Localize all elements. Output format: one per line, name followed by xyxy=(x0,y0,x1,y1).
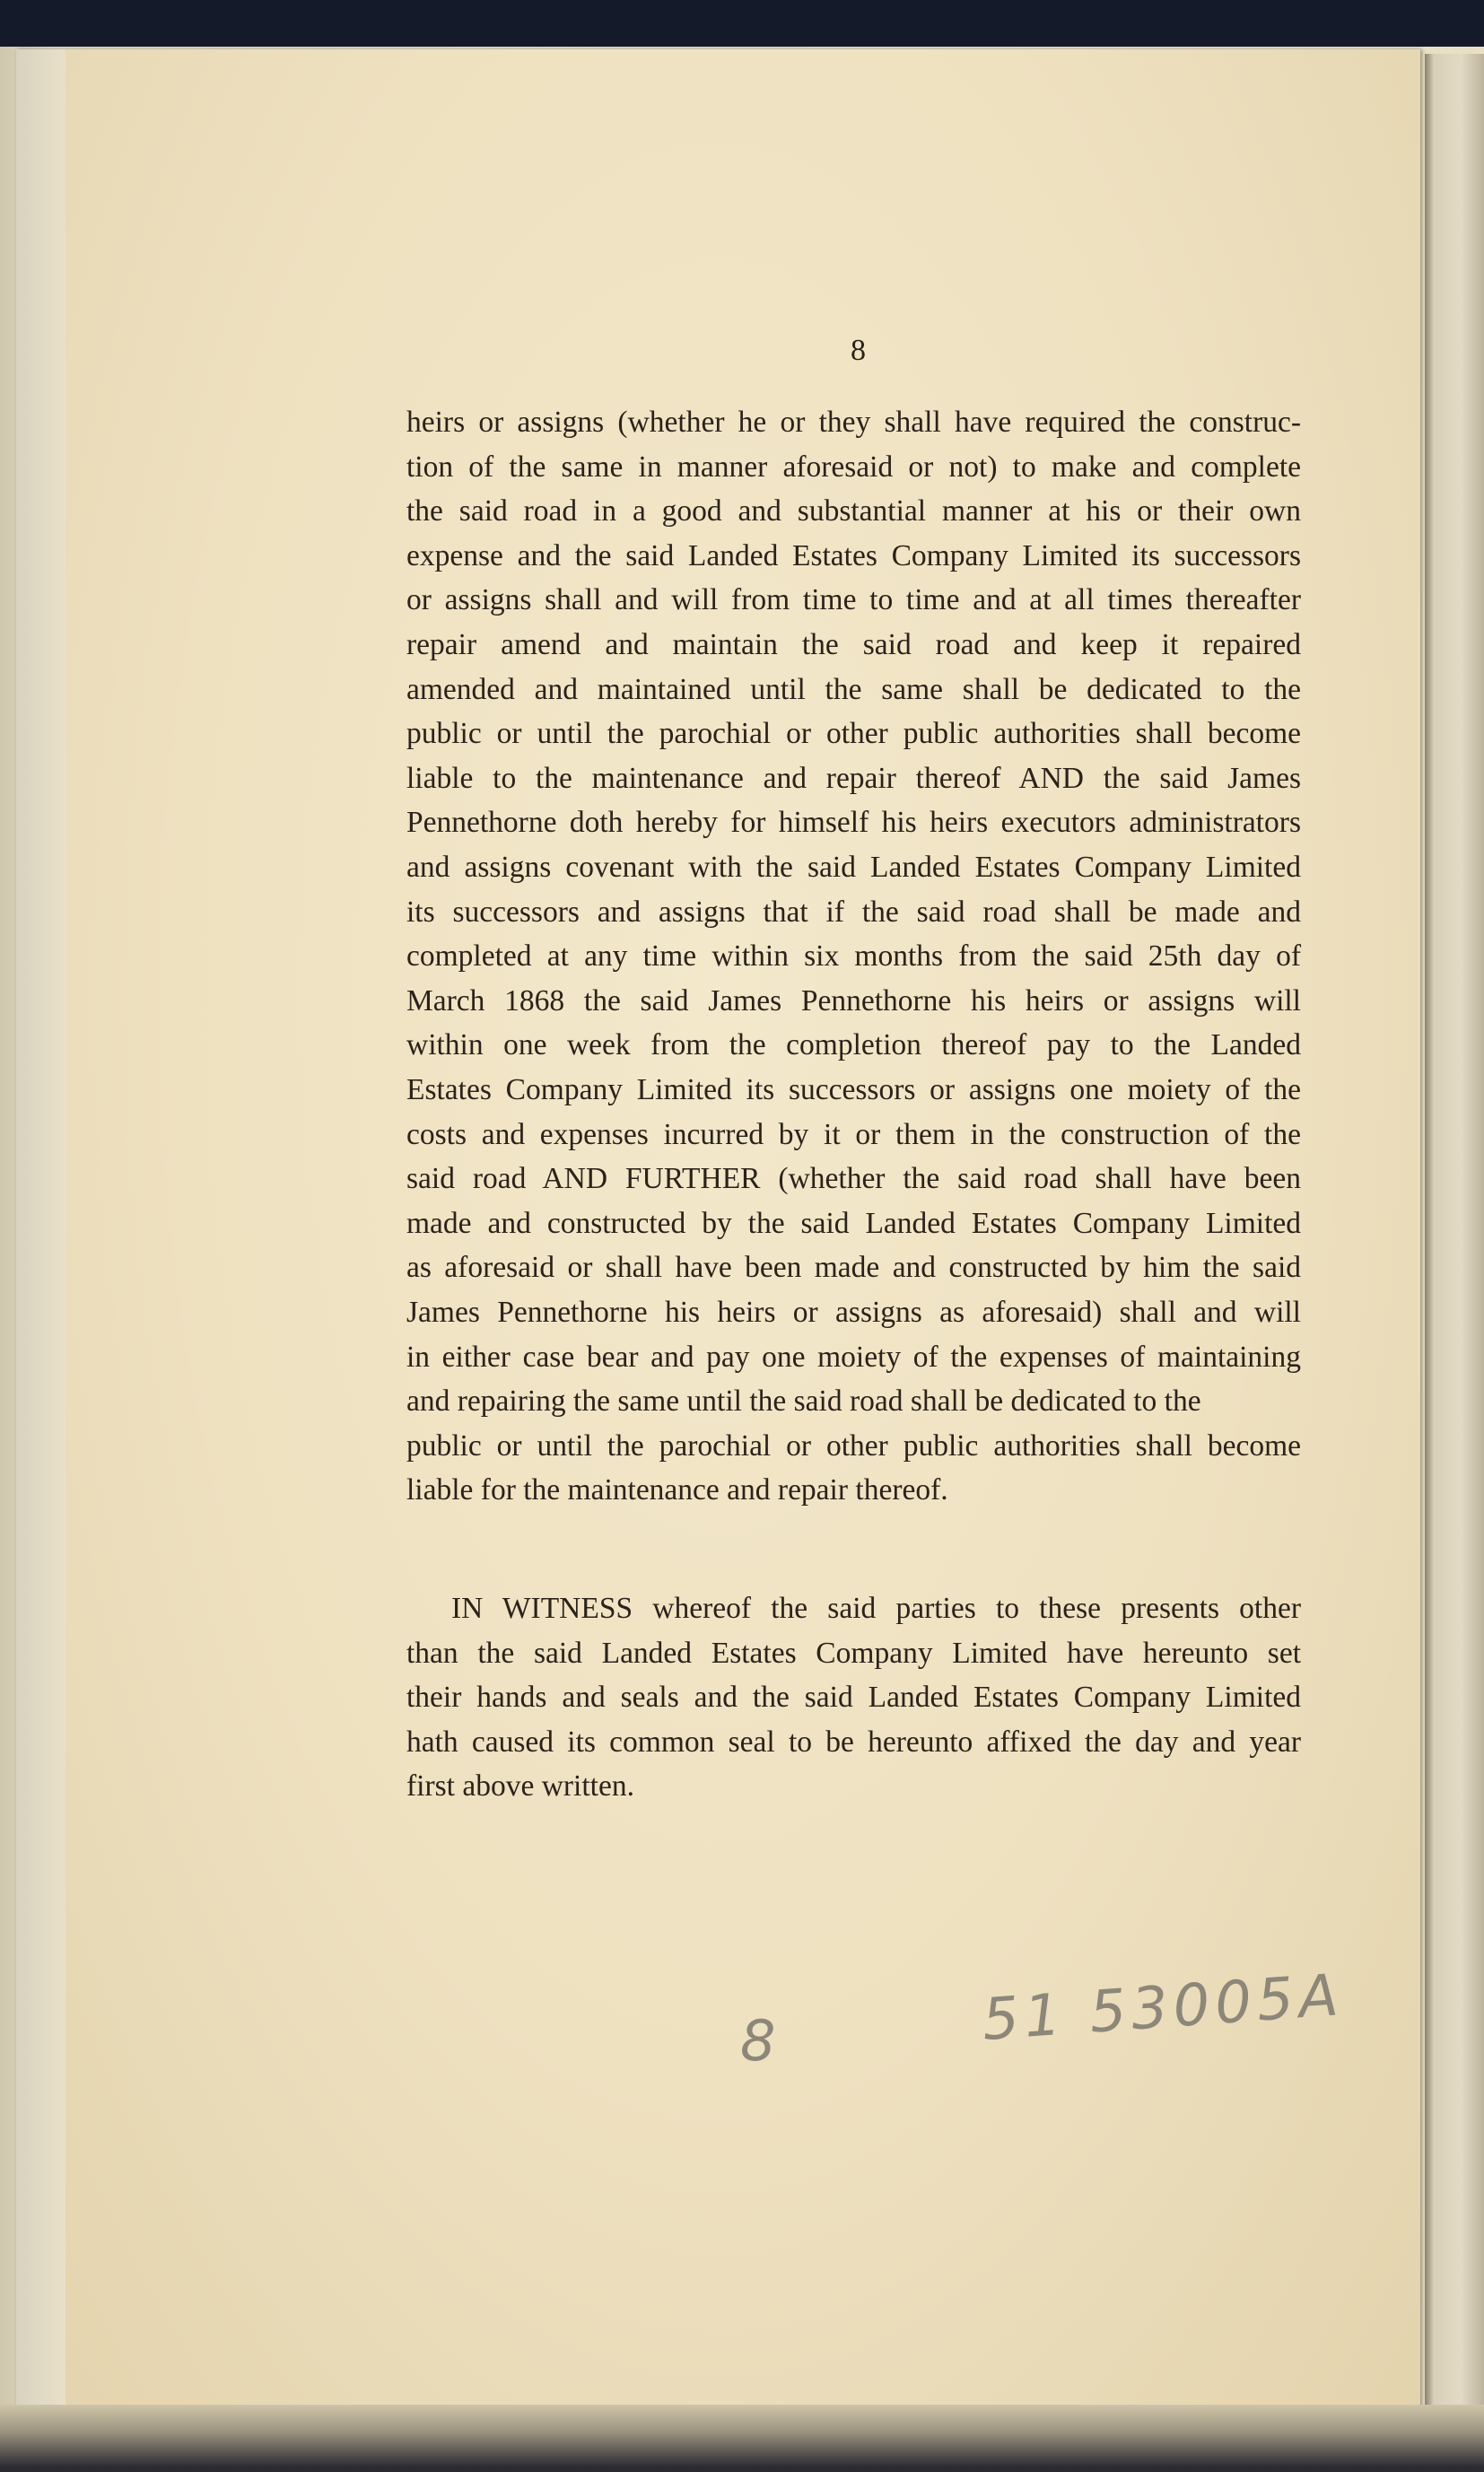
text-line: as aforesaid or shall have been made and constructed by him the said xyxy=(406,1251,1301,1285)
text-line: and assigns covenant with the said Landed Estates Company Limited xyxy=(406,851,1301,884)
text-line: liable to the maintenance and repair thereof AND the said James xyxy=(406,761,1301,795)
page-number: 8 xyxy=(851,334,866,367)
text-line: hath caused its common seal to be hereunto affixed the day and year xyxy=(406,1725,1301,1759)
text-line: repair amend and maintain the said road and keep it repaired xyxy=(406,628,1301,661)
text-line: tion of the same in manner aforesaid or not) to make and complete xyxy=(406,450,1301,484)
text-line: completed at any time within six months from the said 25th day of xyxy=(406,939,1301,974)
text-line: heirs or assigns (whether he or they shall have required the construc- xyxy=(406,406,1301,439)
text-line: expense and the said Landed Estates Company Limited its successors xyxy=(406,538,1301,572)
text-line: liable for the maintenance and repair thereof. xyxy=(406,1473,948,1507)
handwritten-folio-number: 8 xyxy=(740,2008,776,2074)
text-line: made and constructed by the said Landed Estates Company Limited xyxy=(406,1206,1301,1240)
text-line: first above written. xyxy=(406,1769,634,1804)
handwritten-reference-number: 51 53005A xyxy=(980,1961,1346,2054)
page-left-margin xyxy=(16,49,65,2409)
text-line: IN WITNESS whereof the said parties to these presents other xyxy=(451,1592,1301,1625)
text-line: and repairing the same until the said road shall be dedicated to the xyxy=(406,1384,1201,1419)
text-line: costs and expenses incurred by it or them in the construction of the xyxy=(406,1117,1301,1151)
text-line: its successors and assigns that if the said road shall be made and xyxy=(406,895,1301,929)
text-line: in either case bear and pay one moiety of the expenses of maintaining xyxy=(406,1340,1301,1374)
text-line: their hands and seals and the said Landed Estates Company Limited xyxy=(406,1681,1301,1715)
text-line: within one week from the completion thereof pay to the Landed xyxy=(406,1028,1301,1062)
text-line: March 1868 the said James Pennethorne his heirs or assigns will xyxy=(406,983,1301,1018)
text-line: public or until the parochial or other public authorities shall become xyxy=(406,717,1301,751)
text-line: James Pennethorne his heirs or assigns as aforesaid) shall and will xyxy=(406,1296,1301,1329)
binding-edge xyxy=(1425,54,1484,2423)
text-line: than the said Landed Estates Company Limited have hereunto set xyxy=(406,1636,1301,1670)
text-line: Estates Company Limited its successors or assigns one moiety of the xyxy=(406,1073,1301,1106)
text-line: or assigns shall and will from time to time and at all times thereafter xyxy=(406,583,1301,617)
page-bottom-edge xyxy=(0,2405,1484,2472)
text-line: amended and maintained until the same shall be dedicated to the xyxy=(406,672,1301,706)
text-line: said road AND FURTHER (whether the said road shall have been xyxy=(406,1162,1301,1196)
text-line: the said road in a good and substantial manner at his or their own xyxy=(406,494,1301,528)
text-line: public or until the parochial or other public authorities shall become xyxy=(406,1428,1301,1463)
text-line: Pennethorne doth hereby for himself his heirs executors administrators xyxy=(406,806,1301,840)
